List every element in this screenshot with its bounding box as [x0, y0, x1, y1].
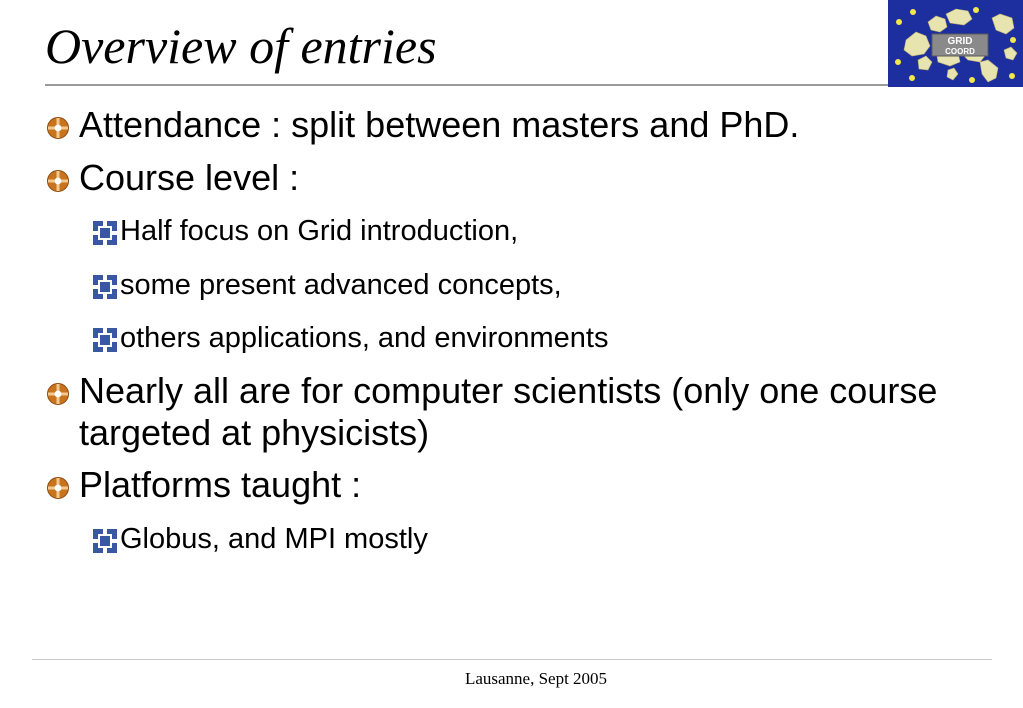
list-item	[46, 157, 986, 199]
bullet-text: Platforms taught :	[79, 464, 362, 505]
logo-text-grid: GRID	[947, 36, 973, 47]
slide-title: Overview of entries	[45, 18, 437, 74]
list-item	[46, 104, 986, 146]
orange-disc-bullet-icon	[46, 169, 70, 193]
footer-divider	[32, 659, 992, 660]
orange-disc-bullet-icon	[46, 382, 70, 406]
blue-square-bullet-icon	[92, 327, 118, 353]
blue-square-bullet-icon	[92, 528, 118, 554]
list-item	[92, 267, 972, 303]
logo-text-coord: COORD	[945, 47, 975, 56]
bullet-text: Attendance : split between masters and PhD.	[79, 104, 800, 145]
bullet-text: Nearly all are for computer scientists (only one course targeted at physicists)	[79, 370, 938, 453]
list-item	[46, 370, 986, 454]
blue-square-bullet-icon	[92, 220, 118, 246]
list-item	[46, 464, 986, 506]
orange-disc-bullet-icon	[46, 476, 70, 500]
bullet-text: some present advanced concepts,	[120, 269, 562, 301]
orange-disc-bullet-icon	[46, 116, 70, 140]
list-item	[92, 521, 972, 557]
bullet-text: Course level :	[79, 157, 300, 198]
bullet-text: Globus, and MPI mostly	[120, 523, 428, 555]
footer-text: Lausanne, Sept 2005	[464, 669, 608, 688]
list-item	[92, 213, 972, 249]
bullet-text: others applications, and environments	[120, 322, 609, 354]
list-item	[92, 320, 972, 356]
blue-square-bullet-icon	[92, 274, 118, 300]
bullet-text: Half focus on Grid introduction,	[120, 215, 519, 247]
